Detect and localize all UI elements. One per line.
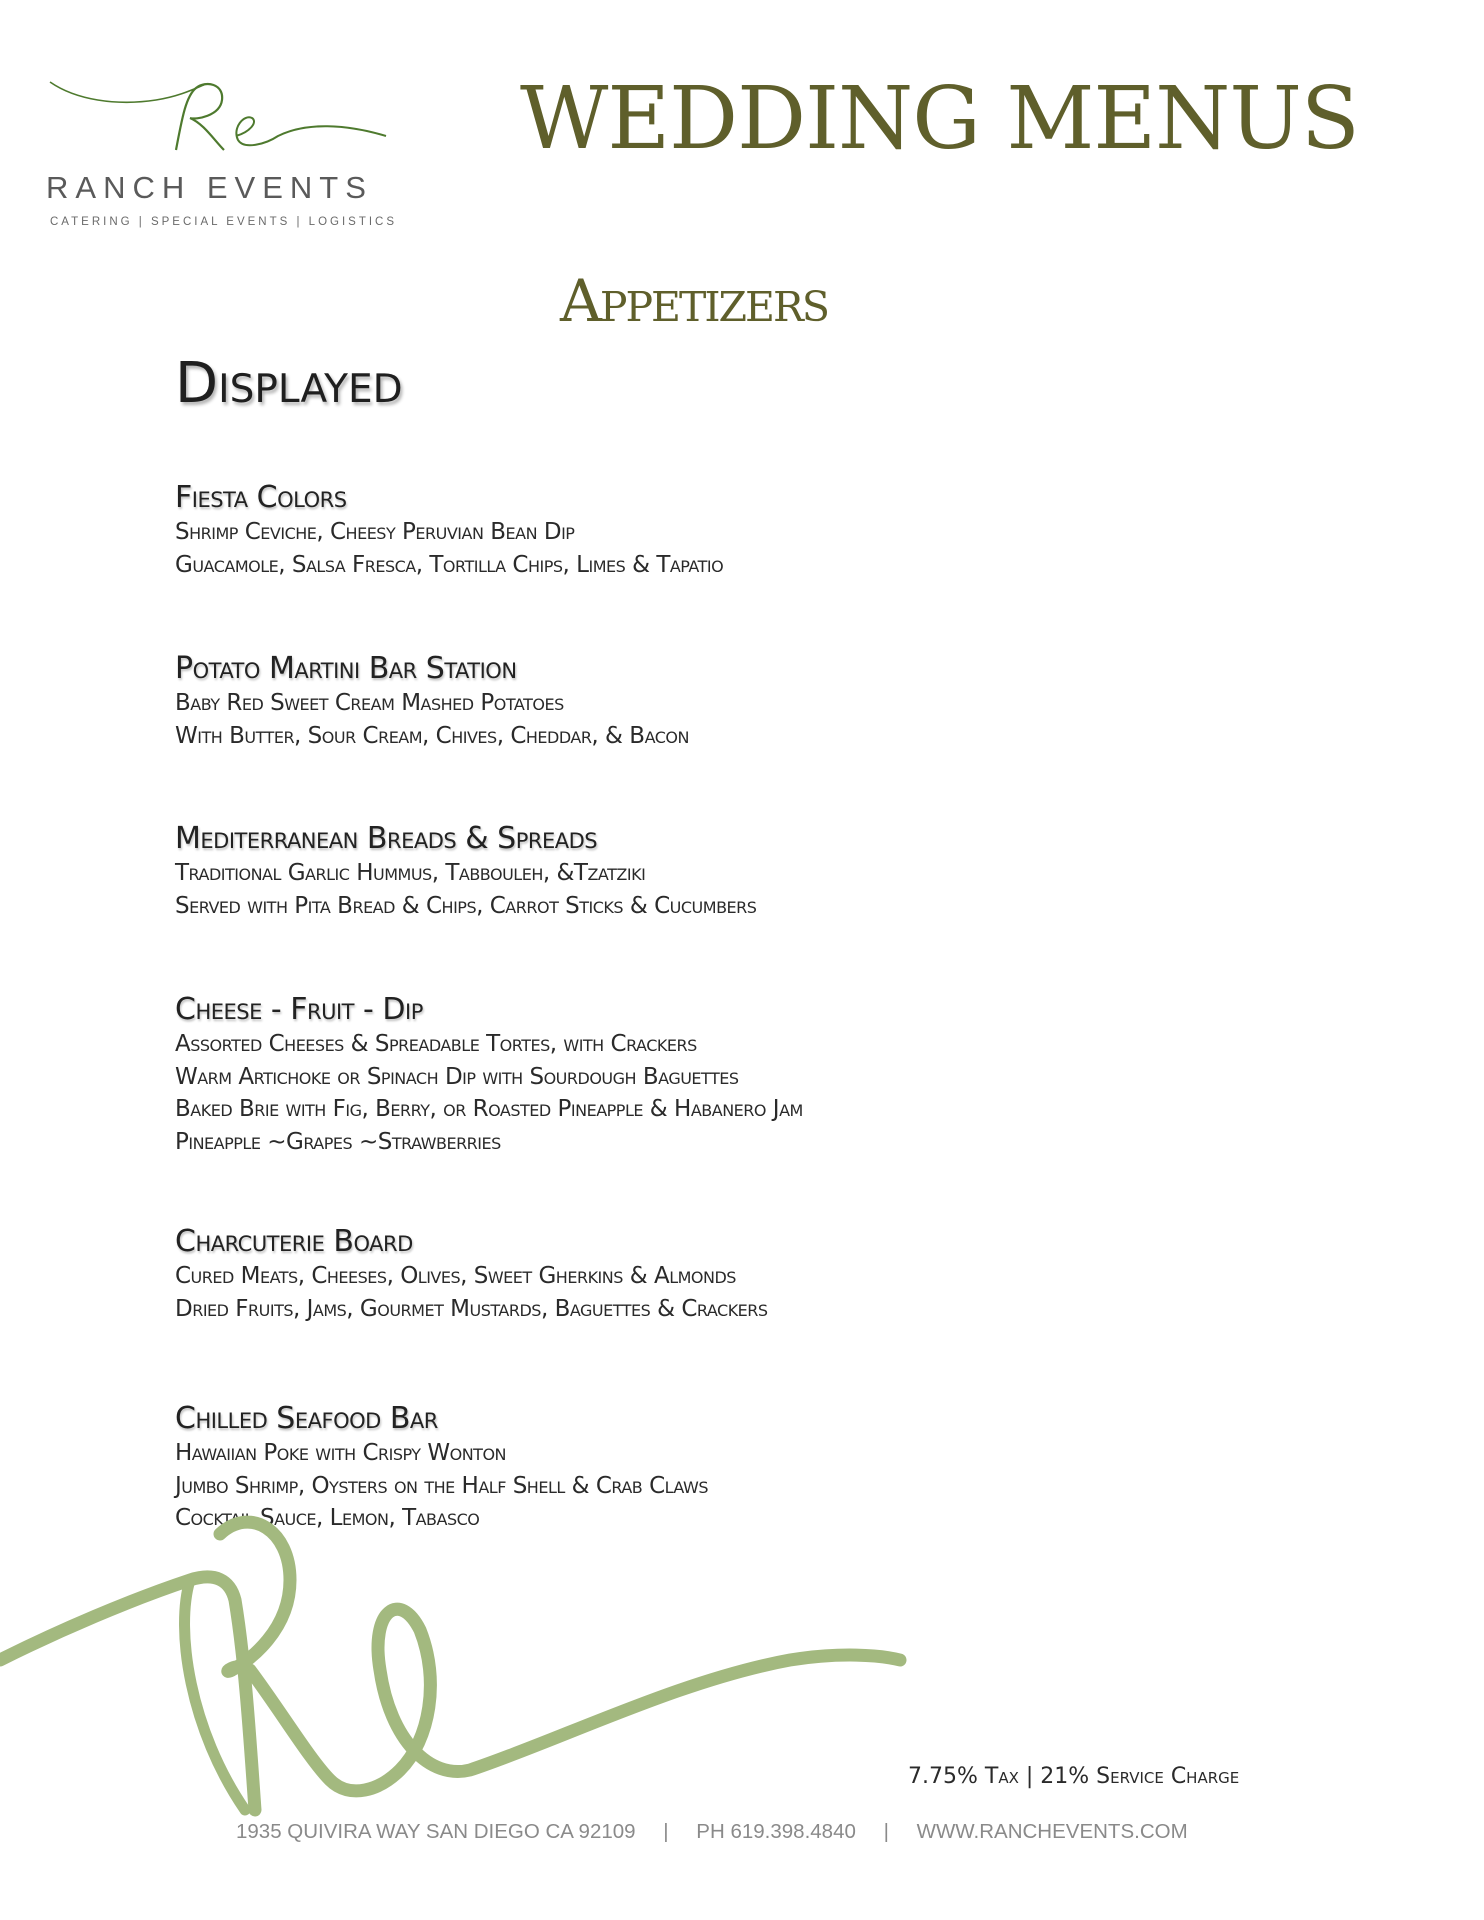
- menu-item-name: Cheese - Fruit - Dip: [175, 992, 423, 1027]
- section-title: Appetizers: [560, 267, 828, 335]
- footer-phone: PH 619.398.4840: [696, 1820, 856, 1843]
- menu-item-name: Charcuterie Board: [175, 1224, 413, 1259]
- menu-item-name: Potato Martini Bar Station: [175, 651, 517, 686]
- menu-item: [175, 1224, 1075, 1325]
- menu-item: [175, 480, 1075, 581]
- menu-item-name: Mediterranean Breads & Spreads: [175, 821, 598, 856]
- menu-item-line: Warm Artichoke or Spinach Dip with Sourdough Baguettes: [175, 1063, 739, 1090]
- menu-item-line: Shrimp Ceviche, Cheesy Peruvian Bean Dip: [175, 519, 575, 545]
- menu-item: [175, 651, 1075, 752]
- ranch-events-logo: [46, 78, 406, 238]
- menu-item-name: Chilled Seafood Bar: [175, 1401, 438, 1436]
- menu-list: [175, 480, 1075, 1535]
- menu-item-line: Baby Red Sweet Cream Mashed Potatoes: [175, 690, 564, 716]
- menu-item-line: Dried Fruits, Jams, Gourmet Mustards, Baguettes & Crackers: [175, 1295, 768, 1322]
- footer-contact: [236, 1820, 1296, 1844]
- footer-separator: |: [663, 1820, 669, 1843]
- tax-service-charge: 7.75% Tax | 21% Service Charge: [908, 1764, 1240, 1789]
- footer-address: 1935 QUIVIRA WAY SAN DIEGO CA 92109: [236, 1820, 636, 1843]
- menu-item: [175, 821, 1075, 922]
- logo-monogram-icon: [46, 78, 406, 173]
- decorative-re-swirl-icon: [0, 1510, 920, 1850]
- menu-item-line: Guacamole, Salsa Fresca, Tortilla Chips, Limes & Tapatio: [175, 551, 724, 578]
- subsection-title: Displayed: [175, 351, 403, 416]
- footer-website[interactable]: WWW.RANCHEVENTS.COM: [916, 1820, 1188, 1843]
- menu-item: [175, 992, 1075, 1158]
- menu-item-line: Traditional Garlic Hummus, Tabbouleh, &Tzatziki: [175, 860, 646, 886]
- menu-item-line: Hawaiian Poke with Crispy Wonton: [175, 1440, 507, 1466]
- menu-item-name: Fiesta Colors: [175, 480, 347, 515]
- menu-item-line: Baked Brie with Fig, Berry, or Roasted Pineapple & Habanero Jam: [175, 1096, 803, 1122]
- menu-item-line: Served with Pita Bread & Chips, Carrot Sticks & Cucumbers: [175, 892, 757, 919]
- footer-separator: |: [883, 1820, 889, 1843]
- menu-item-line: Pineapple ~Grapes ~Strawberries: [175, 1128, 501, 1155]
- menu-item-line: Cured Meats, Cheeses, Olives, Sweet Gherkins & Almonds: [175, 1263, 736, 1289]
- page-title: WEDDING MENUS: [520, 69, 1359, 169]
- menu-item-line: Cocktail Sauce, Lemon, Tabasco: [175, 1505, 480, 1531]
- menu-item-line: With Butter, Sour Cream, Chives, Cheddar, & Bacon: [175, 722, 689, 749]
- menu-item-line: Jumbo Shrimp, Oysters on the Half Shell & Crab Claws: [175, 1472, 708, 1499]
- logo-wordmark: RANCH EVENTS: [46, 170, 373, 205]
- logo-tagline: CATERING | SPECIAL EVENTS | LOGISTICS: [50, 216, 398, 228]
- menu-item-line: Assorted Cheeses & Spreadable Tortes, with Crackers: [175, 1031, 697, 1057]
